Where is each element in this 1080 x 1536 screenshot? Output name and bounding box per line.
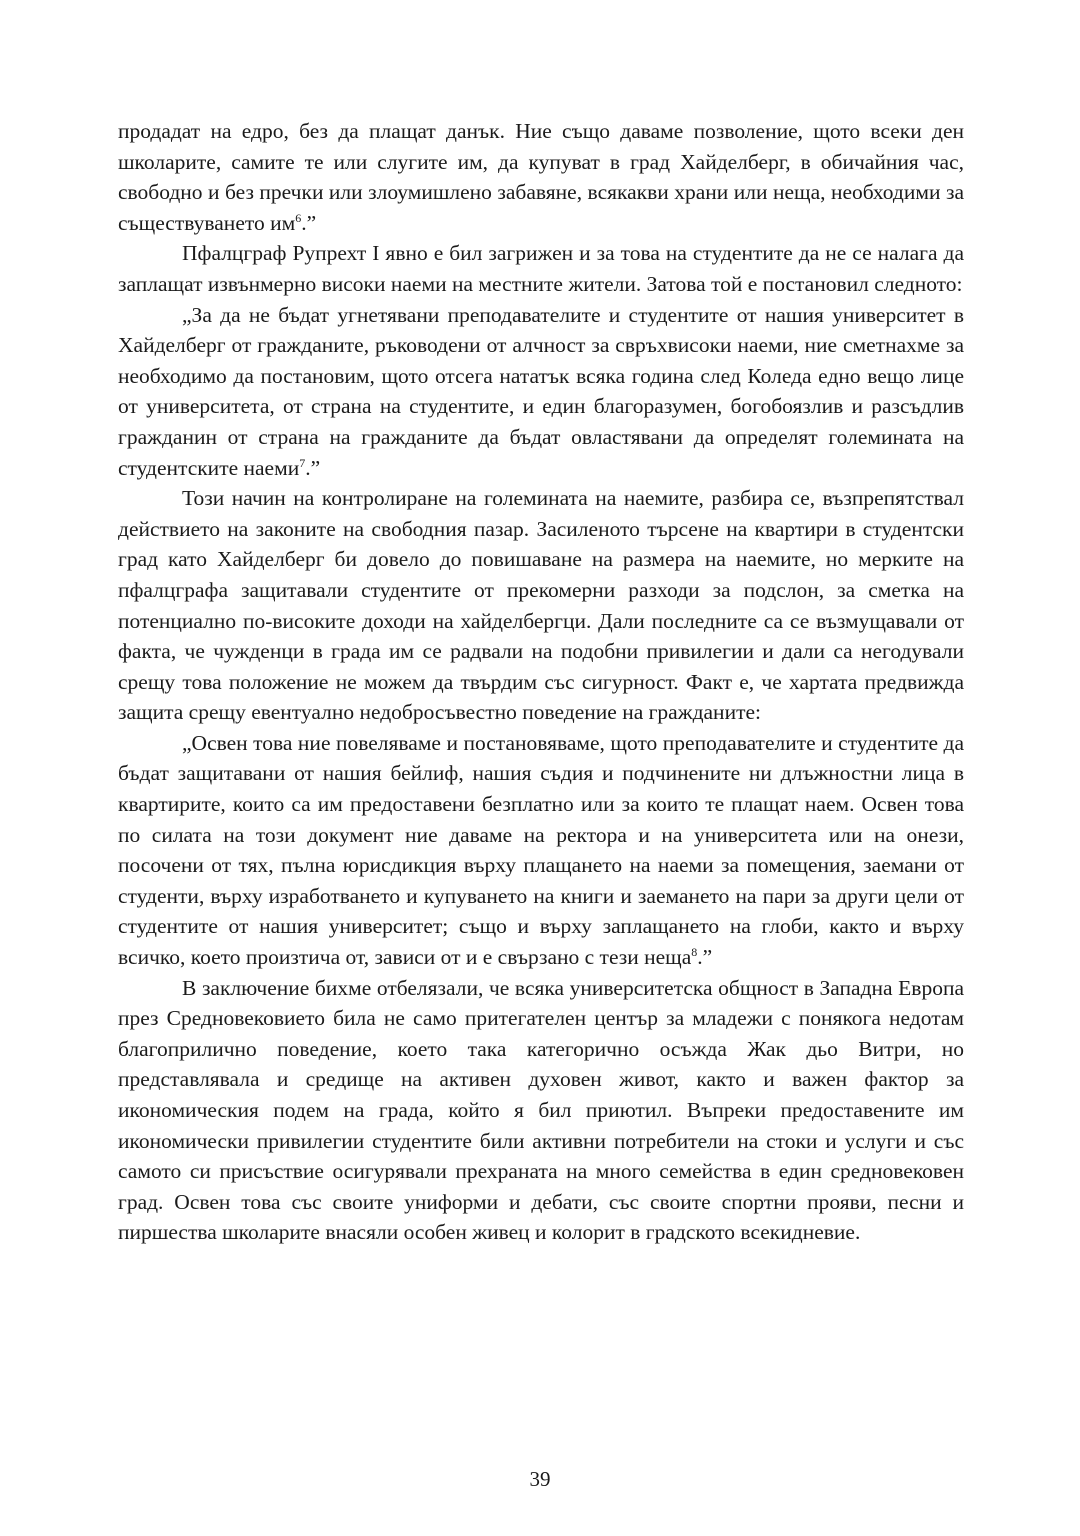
paragraph-text: „Освен това ние повеляваме и постановяваме, щото преподавателите и студентите да бъдат защитавани от нашия бейлиф, нашия съдия и подчинените ни длъжностни лица в квартирите, които са им предоставени безплатно или за които те плащат наем. Освен това по силата на този документ ние даваме на ректора и на университета или на онези, посочени от тях, пълна юрисдикция върху плащането на наеми за помещения, заемани от студенти, върху изработването и купуването на книги и заемането на пари за други цели от студентите от нашия университет; също и върху заплащането на глоби, както и върху всичко, което произтича от, зависи от и е свързано с тези неща (118, 730, 964, 970)
paragraph-text: Този начин на контролиране на големината на наемите, разбира се, възпрепятствал действието на законите на свободния пазар. Засиленото търсене на квартири в студентски град като Хайделберг би довело до повишаване на размера на наемите, но мерките на пфалцграфа защитавали студентите от прекомерни разходи за подслон, за сметка на потенциално по-високите доходи на хайделбергци. Дали последните са се възмущавали от факта, че чужденци в града им се радвали на подобни привилегии и дали са негодували срещу това положение не можем да твърдим със сигурност. Факт е, че хартата предвижда защита срещу евентуално недобросъвестно поведение на гражданите: (118, 486, 964, 725)
document-body (118, 116, 964, 1248)
paragraph-text: Пфалцграф Рупрехт I явно е бил загрижен и за това на студентите да не се налага да заплащат извънмерно високи наеми на местните жители. Затова той е постановил следното: (118, 241, 964, 296)
paragraph-text: продадат на едро, без да плащат данък. Ние също даваме позволение, щото всеки ден школарите, самите те или слугите им, да купуват в град Хайделберг, в обичайния час, свободно и без пречки или злоумишлено забавяне, всякакви храни или неща, необходими за съществуването им (118, 119, 964, 235)
paragraph-tail: .” (305, 455, 321, 480)
page-number: 39 (529, 1467, 551, 1491)
paragraph-continuation (118, 116, 964, 238)
paragraph-tail: .” (301, 210, 317, 235)
paragraph (118, 973, 964, 1248)
footnote-marker[interactable]: 7 (299, 455, 306, 470)
paragraph-tail: .” (697, 945, 713, 970)
quote-paragraph (118, 300, 964, 484)
footnote-marker[interactable]: 6 (295, 210, 302, 225)
paragraph (118, 483, 964, 728)
footnote-marker[interactable]: 8 (691, 944, 698, 959)
quote-paragraph (118, 728, 964, 973)
paragraph-text: „За да не бъдат угнетявани преподавателите и студентите от нашия университет в Хайделберг от гражданите, ръководени от алчност за свръхвисоки наеми, ние сметнахме за необходимо да постановим, щото отсега нататък всяка година след Коледа едно вещо лице от университета, от страна на студентите, и един благоразумен, богобоязлив и разсъдлив гражданин от страна на гражданите да бъдат овластявани да определят големината на студентските наеми (118, 302, 964, 480)
paragraph (118, 238, 964, 299)
paragraph-text: В заключение бихме отбелязали, че всяка университетска общност в Западна Европа през Средновековието била не само притегателен център за младежи с понякога недотам благоприлично поведение, което така категорично осъжда Жак дьо Витри, но представлявала и средище на активен духовен живот, както и важен фактор за икономическия подем на града, който я бил приютил. Въпреки предоставените им икономически привилегии студентите били активни потребители на стоки и услуги и със самото си присъствие осигурявали прехраната на много семейства в един средновековен град. Освен това със своите униформи и дебати, със своите спортни прояви, песни и пиршества школарите внасяли особен живец и колорит в градското всекидневие. (118, 975, 964, 1245)
